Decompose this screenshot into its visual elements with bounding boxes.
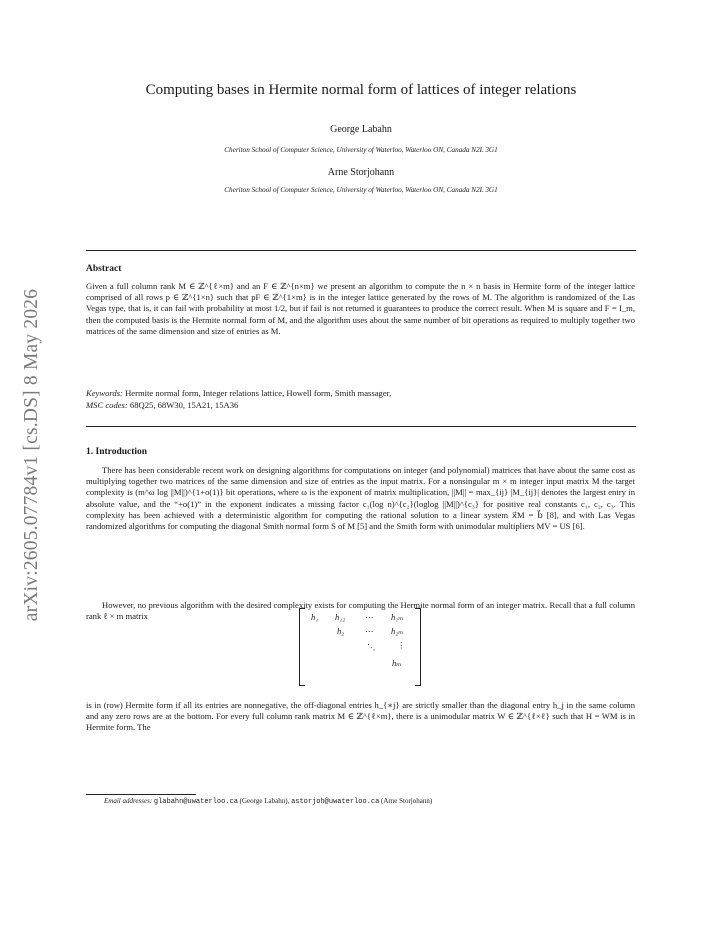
matrix-cell: ⋯ (365, 626, 374, 636)
author-affiliation-2: Cheriton School of Computer Science, University of Waterloo, Waterloo ON, Canada N2L 3G1 (224, 186, 498, 194)
author-name-1: George Labahn (330, 124, 392, 135)
matrix-right-bracket (415, 608, 421, 686)
footnote-emails (104, 797, 432, 806)
matrix-cell: ⋮ (397, 640, 406, 650)
matrix-cell: h₁ₘ (391, 612, 404, 622)
email-owner-storjohann: (Arne Storjohann) (381, 797, 433, 805)
keywords-line (86, 388, 635, 399)
keywords-text: Hermite normal form, Integer relations lattice, Howell form, Smith massager, (125, 388, 392, 398)
matrix-cell: hₘ (392, 658, 402, 668)
matrix-cell: h₁ (311, 612, 319, 622)
msc-label: MSC codes: (86, 400, 128, 410)
matrix-cell: ⋱ (367, 642, 376, 652)
msc-text: 68Q25, 68W30, 15A21, 15A36 (129, 400, 239, 410)
abstract-text: Given a full column rank M ∈ ℤ^{ℓ×m} and an F ∈ ℤ^{n×m} we present an algorithm to compute the n × n basis in Hermite form of the integer lattice comprised of all rows p ∈ ℤ^{1×n} such that pF ∈ ℤ^{1×m} is in the integer lattice generated by the rows of M. The algorithm is randomized of the Las Vegas type, that is, it can fail with probability at most 1/2, but if fail is not returned it guarantees to produce the correct result. When M is square and F = I_m, then the computed basis is the Hermite normal form of M, and the algorithm uses about the same number of bit operations as required to multiply together two matrices of the same dimension and size of entries as M. (86, 281, 635, 336)
abstract-bottom-rule (86, 426, 636, 427)
introduction-paragraph-3: is in (row) Hermite form if all its entries are nonnegative, the off-diagonal entries h_{∗j} are strictly smaller than the diagonal entry h_j in the same column and any zero rows are at the bottom. For every full column rank matrix M ∈ ℤ^{ℓ×m}, there is a unimodular matrix W ∈ ℤ^{ℓ×ℓ} such that H = WM is in Hermite form. The (86, 700, 635, 733)
matrix-cell: h₂ₘ (391, 626, 404, 636)
hermite-form-matrix (299, 608, 421, 684)
matrix-cell: h₁₂ (335, 612, 346, 622)
introduction-heading: 1. Introduction (86, 447, 148, 457)
email-link-labahn[interactable]: glabahn@uwaterloo.ca (153, 798, 238, 806)
introduction-paragraph-2: However, no previous algorithm with the desired complexity exists for computing the Hermite normal form of an integer matrix. Recall that a full column rank ℓ × m matrix (86, 600, 635, 622)
abstract-heading: Abstract (86, 264, 122, 274)
footnote-rule (86, 794, 196, 795)
keywords-label: Keywords: (86, 388, 123, 398)
arxiv-identifier-stamp (14, 265, 50, 645)
arxiv-id-text: arXiv:2605.07784v1 [cs.DS] 8 May 2026 (21, 288, 42, 622)
abstract-top-rule (86, 250, 636, 251)
matrix-cell: h₂ (337, 626, 345, 636)
matrix-left-bracket (299, 608, 305, 686)
introduction-paragraph-1: There has been considerable recent work on designing algorithms for computations on integer (and polynomial) matrices that have about the same cost as multiplying together two matrices of the same dimension and size of entries as the input matrix. For a nonsingular m × m integer input matrix M the target complexity is (m^ω log ||M||)^{1+o(1)} bit operations, where ω is the exponent of matrix multiplication, ||M|| = max_{ij} |M_{ij}| denotes the largest entry in absolute value, and the “+o(1)” in the exponent indicates a missing factor c₁(log n)^{c₂}(loglog ||M||)^{c₃} for positive real constants c₁, c₂, c₃. This complexity has been achieved with a deterministic algorithm for computing the rational solution to a linear system x⃗M = b⃗ [8], and with Las Vegas randomized algorithms for computing the diagonal Smith normal form S of M [5] and the Smith form with unimodular multipliers MV = US [6]. (86, 465, 635, 532)
msc-line (86, 400, 635, 411)
email-owner-labahn: (George Labahn), (239, 797, 290, 805)
footnote-label: Email addresses: (104, 797, 153, 805)
email-link-storjohann[interactable]: astorjoh@uwaterloo.ca (291, 798, 380, 806)
author-affiliation-1: Cheriton School of Computer Science, University of Waterloo, Waterloo ON, Canada N2L 3G1 (224, 146, 498, 154)
matrix-cell: ⋯ (365, 612, 374, 622)
author-name-2: Arne Storjohann (327, 167, 395, 178)
paper-title: Computing bases in Hermite normal form of lattices of integer relations (145, 82, 577, 98)
